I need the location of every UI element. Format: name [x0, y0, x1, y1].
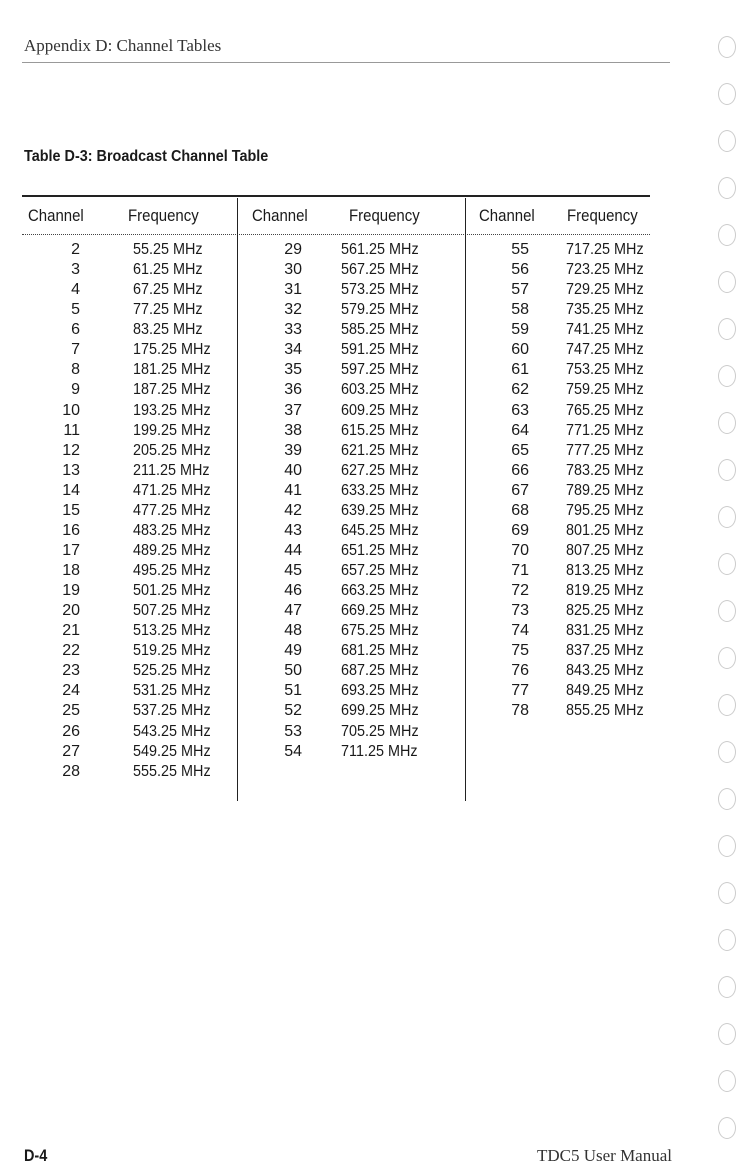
- binder-hole-icon: [718, 882, 736, 904]
- channel-frequency: 519.25 MHz: [133, 642, 211, 660]
- channel-number: 5: [71, 301, 80, 319]
- channel-frequency: 531.25 MHz: [133, 682, 211, 700]
- channel-number: 12: [62, 441, 80, 459]
- channel-frequency: 633.25 MHz: [341, 481, 419, 499]
- column-header-channel: Channel: [479, 206, 535, 225]
- channel-frequency: 663.25 MHz: [341, 582, 419, 600]
- channel-number: 21: [62, 622, 80, 640]
- binder-hole-icon: [718, 976, 736, 998]
- channel-frequency: 621.25 MHz: [341, 441, 419, 459]
- channel-number: 57: [511, 281, 529, 299]
- channel-number: 23: [62, 662, 80, 680]
- channel-number: 37: [284, 401, 302, 419]
- channel-frequency: 61.25 MHz: [133, 261, 203, 279]
- channel-number: 27: [62, 742, 80, 760]
- channel-number: 11: [63, 421, 80, 439]
- channel-frequency: 675.25 MHz: [341, 622, 419, 640]
- channel-number: 25: [62, 702, 80, 720]
- channel-number: 60: [511, 341, 529, 359]
- channel-frequency: 579.25 MHz: [341, 301, 419, 319]
- channel-number: 32: [284, 301, 302, 319]
- channel-frequency: 759.25 MHz: [566, 381, 644, 399]
- channel-frequency: 669.25 MHz: [341, 602, 419, 620]
- channel-number: 41: [284, 481, 302, 499]
- binder-hole-icon: [718, 1117, 736, 1139]
- channel-number: 62: [511, 381, 529, 399]
- channel-number: 46: [284, 582, 302, 600]
- channel-number: 55: [511, 241, 529, 258]
- channel-frequency: 741.25 MHz: [566, 321, 644, 339]
- binder-hole-icon: [718, 600, 736, 622]
- channel-number: 29: [284, 241, 302, 258]
- table-top-rule: [22, 195, 650, 197]
- channel-frequency: 483.25 MHz: [133, 521, 211, 539]
- binder-hole-icon: [718, 130, 736, 152]
- binder-hole-icon: [718, 1070, 736, 1092]
- channel-number: 34: [284, 341, 302, 359]
- binder-hole-icon: [718, 177, 736, 199]
- channel-frequency: 591.25 MHz: [341, 341, 419, 359]
- channel-number: 78: [511, 702, 529, 720]
- binder-hole-icon: [718, 694, 736, 716]
- column-header-frequency: Frequency: [349, 206, 420, 225]
- channel-number: 4: [71, 281, 80, 299]
- manual-title: TDC5 User Manual: [536, 1146, 672, 1165]
- channel-number: 74: [511, 622, 529, 640]
- table-header-rule: [22, 234, 650, 235]
- channel-number: 54: [284, 742, 302, 760]
- channel-number: 2: [71, 241, 80, 258]
- channel-number: 69: [511, 521, 529, 539]
- channel-frequency: 627.25 MHz: [341, 461, 419, 479]
- channel-frequency: 753.25 MHz: [566, 361, 644, 379]
- channel-number: 16: [62, 521, 80, 539]
- channel-number: 70: [511, 541, 529, 559]
- channel-frequency: 507.25 MHz: [133, 602, 211, 620]
- channel-number: 9: [71, 381, 80, 399]
- channel-frequency: 657.25 MHz: [341, 562, 419, 579]
- channel-frequency: 807.25 MHz: [566, 541, 644, 559]
- binder-hole-icon: [718, 36, 736, 58]
- channel-number: 63: [511, 401, 529, 419]
- channel-number: 40: [284, 461, 302, 479]
- channel-number: 71: [511, 562, 529, 579]
- channel-frequency: 205.25 MHz: [133, 441, 211, 459]
- channel-number: 10: [62, 401, 80, 419]
- channel-number: 30: [284, 261, 302, 279]
- channel-number: 28: [62, 762, 80, 780]
- channel-frequency: 765.25 MHz: [566, 401, 644, 419]
- channel-frequency: 211.25 MHz: [133, 461, 210, 479]
- channel-frequency: 651.25 MHz: [341, 541, 419, 559]
- channel-number: 3: [71, 261, 80, 279]
- column-header-channel: Channel: [28, 206, 84, 225]
- channel-frequency: 819.25 MHz: [566, 582, 644, 600]
- channel-frequency: 477.25 MHz: [133, 501, 211, 519]
- channel-frequency: 771.25 MHz: [566, 421, 644, 439]
- channel-frequency: 181.25 MHz: [133, 361, 211, 379]
- channel-number: 58: [511, 301, 529, 319]
- binder-hole-icon: [718, 929, 736, 951]
- channel-frequency: 747.25 MHz: [566, 341, 644, 359]
- column-header-frequency: Frequency: [567, 206, 638, 225]
- channel-frequency: 813.25 MHz: [566, 562, 644, 579]
- channel-number: 39: [284, 441, 302, 459]
- channel-number: 36: [284, 381, 302, 399]
- channel-frequency: 495.25 MHz: [133, 562, 211, 579]
- channel-frequency: 199.25 MHz: [133, 421, 211, 439]
- channel-number: 73: [511, 602, 529, 620]
- channel-frequency: 723.25 MHz: [566, 261, 644, 279]
- channel-frequency: 187.25 MHz: [133, 381, 211, 399]
- header-text: Appendix D: Channel Tables: [24, 36, 222, 55]
- channel-frequency: 549.25 MHz: [133, 742, 211, 760]
- channel-frequency: 525.25 MHz: [133, 662, 211, 680]
- channel-number: 22: [62, 642, 80, 660]
- channel-frequency: 855.25 MHz: [566, 702, 644, 720]
- channel-number: 65: [511, 441, 529, 459]
- channel-frequency: 193.25 MHz: [133, 401, 211, 419]
- channel-frequency: 639.25 MHz: [341, 501, 419, 519]
- channel-number: 51: [284, 682, 302, 700]
- channel-frequency: 795.25 MHz: [566, 501, 644, 519]
- channel-frequency: 573.25 MHz: [341, 281, 419, 299]
- channel-frequency: 561.25 MHz: [341, 241, 419, 258]
- binder-hole-icon: [718, 835, 736, 857]
- binder-hole-icon: [718, 1023, 736, 1045]
- channel-number: 18: [62, 562, 80, 579]
- channel-frequency: 597.25 MHz: [341, 361, 419, 379]
- channel-number: 6: [71, 321, 80, 339]
- channel-frequency: 693.25 MHz: [341, 682, 419, 700]
- binder-hole-icon: [718, 741, 736, 763]
- channel-frequency: 555.25 MHz: [133, 762, 211, 780]
- channel-number: 77: [511, 682, 529, 700]
- channel-frequency: 501.25 MHz: [133, 582, 211, 600]
- binder-hole-icon: [718, 365, 736, 387]
- binder-hole-icon: [718, 459, 736, 481]
- channel-number: 72: [511, 582, 529, 600]
- page-number: D-4: [24, 1146, 48, 1165]
- column-header-channel: Channel: [252, 206, 308, 225]
- channel-frequency: 175.25 MHz: [133, 341, 211, 359]
- channel-number: 15: [62, 501, 80, 519]
- channel-number: 59: [511, 321, 529, 339]
- channel-number: 20: [62, 602, 80, 620]
- channel-frequency: 837.25 MHz: [566, 642, 644, 660]
- channel-frequency: 489.25 MHz: [133, 541, 211, 559]
- channel-number: 24: [62, 682, 80, 700]
- channel-number: 7: [71, 341, 80, 359]
- channel-number: 38: [284, 421, 302, 439]
- channel-frequency: 711.25 MHz: [341, 742, 418, 760]
- channel-frequency: 543.25 MHz: [133, 722, 211, 740]
- channel-number: 67: [511, 481, 529, 499]
- channel-number: 44: [284, 541, 302, 559]
- channel-frequency: 843.25 MHz: [566, 662, 644, 680]
- channel-number: 47: [284, 602, 302, 620]
- binder-hole-icon: [718, 788, 736, 810]
- channel-frequency: 681.25 MHz: [341, 642, 419, 660]
- channel-frequency: 687.25 MHz: [341, 662, 419, 680]
- binder-hole-icon: [718, 553, 736, 575]
- channel-number: 26: [62, 722, 80, 740]
- channel-number: 48: [284, 622, 302, 640]
- channel-frequency: 825.25 MHz: [566, 602, 644, 620]
- channel-frequency: 609.25 MHz: [341, 401, 419, 419]
- channel-frequency: 777.25 MHz: [566, 441, 644, 459]
- channel-frequency: 513.25 MHz: [133, 622, 211, 640]
- channel-frequency: 55.25 MHz: [133, 241, 203, 258]
- binder-hole-icon: [718, 412, 736, 434]
- channel-frequency: 645.25 MHz: [341, 521, 419, 539]
- channel-frequency: 537.25 MHz: [133, 702, 211, 720]
- channel-frequency: 83.25 MHz: [133, 321, 203, 339]
- channel-frequency: 67.25 MHz: [133, 281, 203, 299]
- channel-number: 35: [284, 361, 302, 379]
- channel-number: 42: [284, 501, 302, 519]
- column-header-frequency: Frequency: [128, 206, 199, 225]
- channel-frequency: 831.25 MHz: [566, 622, 644, 640]
- column-separator: [237, 198, 238, 801]
- channel-frequency: 567.25 MHz: [341, 261, 419, 279]
- channel-number: 53: [284, 722, 302, 740]
- binder-hole-icon: [718, 224, 736, 246]
- channel-number: 17: [62, 541, 80, 559]
- channel-number: 61: [511, 361, 529, 379]
- channel-number: 50: [284, 662, 302, 680]
- channel-frequency: 729.25 MHz: [566, 281, 644, 299]
- channel-number: 45: [284, 562, 302, 579]
- channel-number: 31: [284, 281, 302, 299]
- column-separator: [465, 198, 466, 801]
- table-title: Table D-3: Broadcast Channel Table: [24, 148, 269, 165]
- channel-number: 64: [511, 421, 529, 439]
- binder-hole-icon: [718, 271, 736, 293]
- channel-frequency: 471.25 MHz: [133, 481, 211, 499]
- channel-frequency: 615.25 MHz: [341, 421, 419, 439]
- channel-number: 13: [62, 461, 80, 479]
- channel-frequency: 849.25 MHz: [566, 682, 644, 700]
- channel-number: 49: [284, 642, 302, 660]
- binder-hole-icon: [718, 83, 736, 105]
- channel-frequency: 783.25 MHz: [566, 461, 644, 479]
- binder-hole-icon: [718, 318, 736, 340]
- channel-number: 14: [62, 481, 80, 499]
- binder-hole-icon: [718, 647, 736, 669]
- channel-frequency: 585.25 MHz: [341, 321, 419, 339]
- channel-frequency: 717.25 MHz: [566, 241, 644, 258]
- channel-number: 66: [511, 461, 529, 479]
- header-rule: [22, 62, 670, 63]
- channel-frequency: 801.25 MHz: [566, 521, 644, 539]
- channel-frequency: 735.25 MHz: [566, 301, 644, 319]
- channel-number: 56: [511, 261, 529, 279]
- channel-frequency: 603.25 MHz: [341, 381, 419, 399]
- channel-number: 8: [71, 361, 80, 379]
- channel-frequency: 789.25 MHz: [566, 481, 644, 499]
- channel-number: 68: [511, 501, 529, 519]
- channel-number: 52: [284, 702, 302, 720]
- channel-frequency: 77.25 MHz: [133, 301, 203, 319]
- channel-number: 33: [284, 321, 302, 339]
- channel-number: 75: [511, 642, 529, 660]
- channel-number: 76: [511, 662, 529, 680]
- channel-frequency: 699.25 MHz: [341, 702, 419, 720]
- channel-number: 19: [62, 582, 80, 600]
- channel-frequency: 705.25 MHz: [341, 722, 419, 740]
- channel-number: 43: [284, 521, 302, 539]
- binder-hole-icon: [718, 506, 736, 528]
- binder-holes: [714, 0, 738, 1176]
